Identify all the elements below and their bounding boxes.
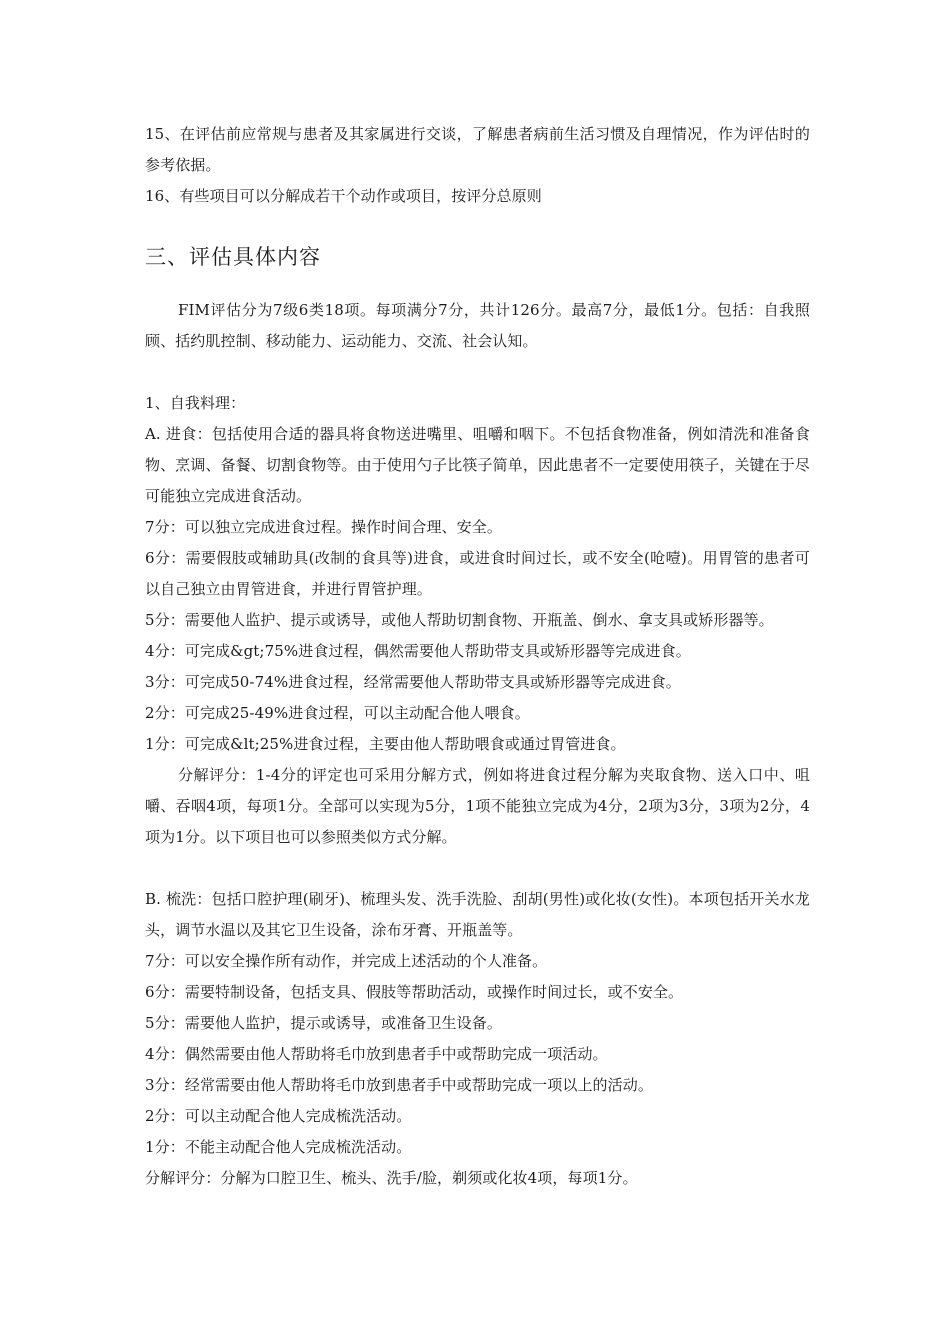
- grooming-score-4: 4分：偶然需要由他人帮助将毛巾放到患者手中或帮助完成一项活动。: [145, 1045, 608, 1063]
- spacer: [145, 357, 810, 388]
- eating-score-7: 7分：可以独立完成进食过程。操作时间合理、安全。: [145, 518, 502, 536]
- eating-score-3: 3分：可完成50-74%进食过程，经常需要他人帮助带支具或矫形器等完成进食。: [145, 673, 681, 691]
- spacer: [145, 853, 810, 884]
- section-title: 三、评估具体内容: [145, 245, 321, 269]
- eating-breakdown: 分解评分：1-4分的评定也可采用分解方式，例如将进食过程分解为夹取食物、送入口中、咀嚼、吞咽4项，每项1分。全部可以实现为5分，1项不能独立完成为4分，2项为3分，3项为2分，4项为1分。以下项目也可以参照类似方式分解。: [145, 766, 810, 846]
- grooming-breakdown: 分解评分：分解为口腔卫生、梳头、洗手/脸，剃须或化妆4项，每项1分。: [145, 1169, 638, 1187]
- eating-score-5: 5分：需要他人监护、提示或诱导，或他人帮助切割食物、开瓶盖、倒水、拿支具或矫形器等。: [145, 611, 774, 629]
- eating-score-4: 4分：可完成&gt;75%进食过程，偶然需要他人帮助带支具或矫形器等完成进食。: [145, 642, 691, 660]
- intro-item-15: 15、在评估前应常规与患者及其家属进行交谈，了解患者病前生活习惯及自理情况，作为评估时的参考依据。: [145, 125, 810, 174]
- eating-score-1: 1分：可完成&lt;25%进食过程，主要由他人帮助喂食或通过胃管进食。: [145, 735, 626, 753]
- grooming-score-7: 7分：可以安全操作所有动作，并完成上述活动的个人准备。: [145, 952, 548, 970]
- grooming-description: B. 梳洗：包括口腔护理(刷牙)、梳理头发、洗手洗脸、刮胡(男性)或化妆(女性)。本项包括开关水龙头，调节水温以及其它卫生设备，涂布牙膏、开瓶盖等。: [145, 890, 810, 939]
- grooming-score-1: 1分：不能主动配合他人完成梳洗活动。: [145, 1138, 412, 1156]
- eating-score-6: 6分：需要假肢或辅助具(改制的食具等)进食，或进食时间过长，或不安全(呛噎)。用胃管的患者可以自己独立由胃管进食，并进行胃管护理。: [145, 549, 810, 598]
- self-care-title: 1、自我料理：: [145, 394, 246, 412]
- intro-item-16: 16、有些项目可以分解成若干个动作或项目，按评分总原则: [145, 187, 542, 205]
- grooming-score-2: 2分：可以主动配合他人完成梳洗活动。: [145, 1107, 412, 1125]
- document-page: [145, 119, 810, 1194]
- eating-description: A. 进食：包括使用合适的器具将食物送进嘴里、咀嚼和咽下。不包括食物准备，例如清洗和准备食物、烹调、备餐、切割食物等。由于使用勺子比筷子简单，因此患者不一定要使用筷子，关键在于尽可能独立完成进食活动。: [145, 425, 810, 505]
- eating-score-2: 2分：可完成25-49%进食过程，可以主动配合他人喂食。: [145, 704, 530, 722]
- grooming-score-3: 3分：经常需要由他人帮助将毛巾放到患者手中或帮助完成一项以上的活动。: [145, 1076, 653, 1094]
- grooming-score-6: 6分：需要特制设备，包括支具、假肢等帮助活动，或操作时间过长，或不安全。: [145, 983, 684, 1001]
- overview-paragraph: FIM评估分为7级6类18项。每项满分7分，共计126分。最高7分，最低1分。包括：自我照顾、括约肌控制、移动能力、运动能力、交流、社会认知。: [145, 301, 810, 350]
- grooming-score-5: 5分：需要他人监护，提示或诱导，或准备卫生设备。: [145, 1014, 502, 1032]
